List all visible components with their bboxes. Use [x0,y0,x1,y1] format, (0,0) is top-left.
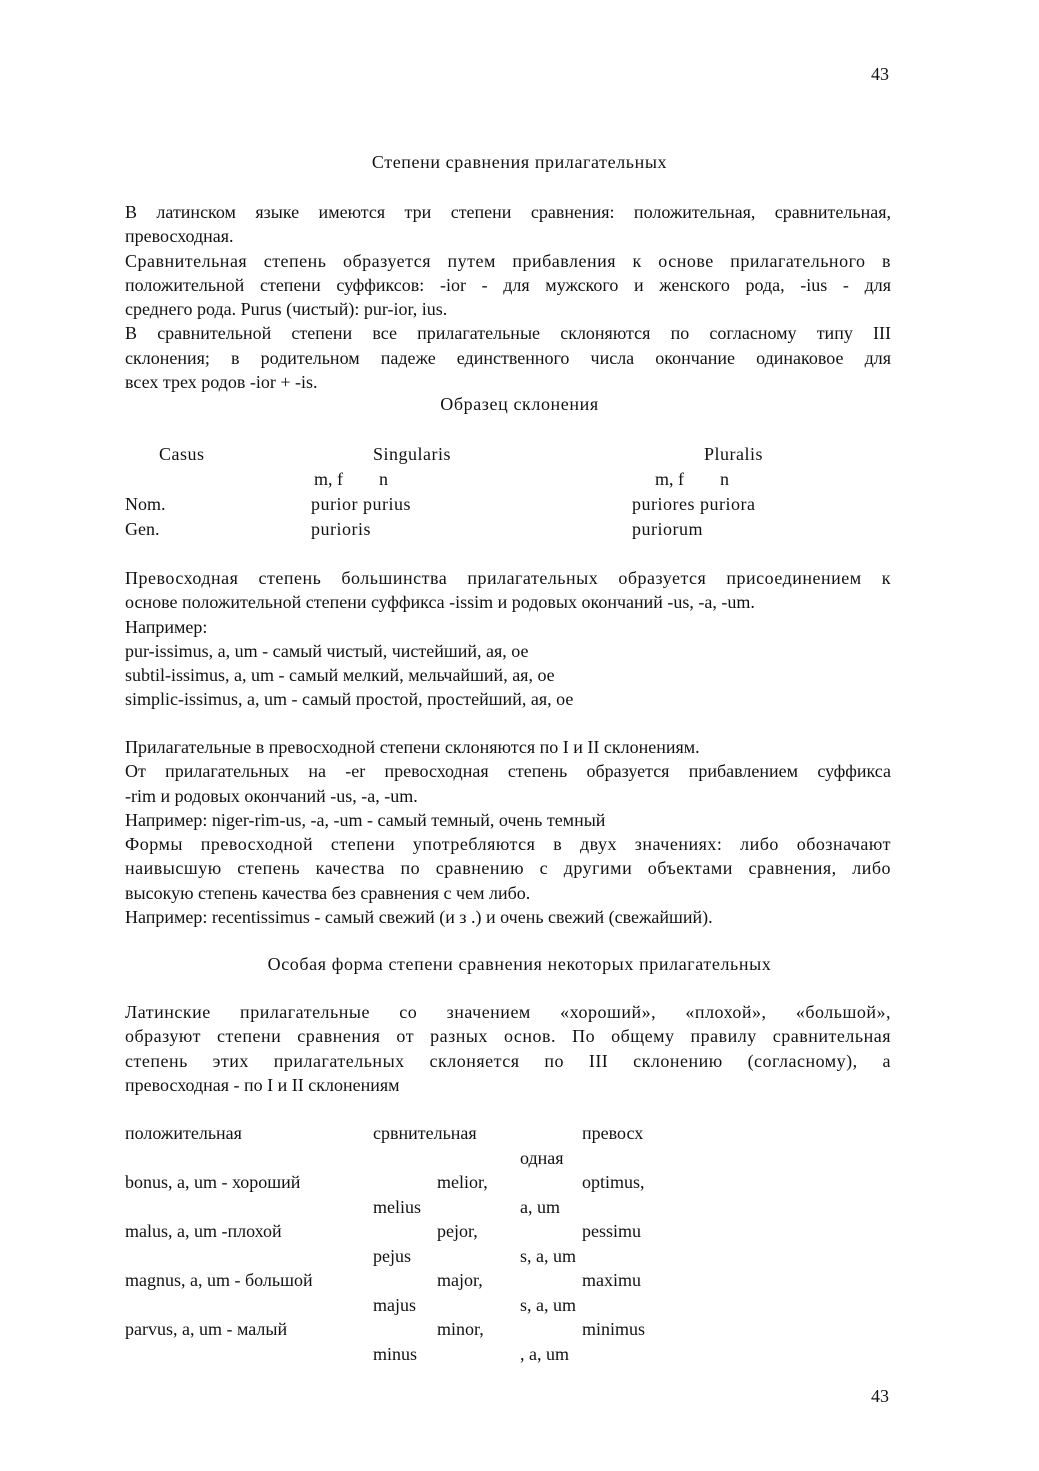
plural-form: puriorum [632,519,703,539]
text-line: превосходная. [125,226,234,247]
text-line: степень этих прилагательных склоняется по III склонению (согласному), а [125,1050,891,1071]
singular-form: purioris [311,519,371,539]
text-line: склонения; в родительном падеже единственного числа окончание одинаковое для [125,347,891,368]
casus-header: Casus [159,444,205,464]
comparative-form-cont: majus [373,1295,416,1315]
sample-heading: Образец склонения [440,394,599,414]
special-heading: Особая форма степени сравнения некоторых прилагательных [267,954,772,974]
comparative-form-cont: pejus [373,1246,411,1266]
superlative-form-cont: , a, um [520,1344,569,1364]
plural-genders: m, f n [655,469,729,489]
text-line: Например: niger-rim-us, -a, -um - самый темный, очень темный [125,809,606,830]
singularis-header: Singularis [373,444,452,464]
positive-form: bonus, a, um - хороший [125,1172,301,1192]
text-line: -rim и родовых окончаний -us, -a, -um. [125,785,418,806]
text-line: основе положительной степени суффикса -issim и родовых окончаний -us, -a, -um. [125,592,755,613]
positive-form: malus, a, um -плохой [125,1221,282,1241]
text-line: Например: [125,616,208,637]
section-title: Степени сравнения прилагательных [371,152,668,172]
page-number-top: 43 [871,64,889,84]
comparative-form-cont: minus [373,1344,418,1364]
positive-header: положительная [125,1123,242,1143]
text-line: всех трех родов -ior + -is. [125,372,318,393]
singular-form: purior purius [311,494,411,514]
text-line: В сравнительной степени все прилагательные склоняются по согласному типу III [125,323,891,344]
plural-form: puriores puriora [632,494,756,514]
page-number-bottom: 43 [871,1386,889,1406]
text-line: наивысшую степень качества по сравнению с другими объектами сравнения, либо [125,858,891,879]
text-line: От прилагательных на -er превосходная степень образуется прибавлением суффикса [125,761,891,782]
text-line: среднего рода. Purus (чистый): pur-ior, ius. [125,299,448,320]
special-paragraph [125,1000,891,1097]
pluralis-header: Pluralis [704,444,764,464]
superlative-form: maximu [582,1270,641,1290]
example-line: simplic-issimus, a, um - самый простой, простейший, ая, ое [125,689,574,710]
text-line: Например: recentissimus - самый свежий (и з .) и очень свежий (свежайший). [125,907,713,928]
superlative-header-cont: одная [520,1148,564,1168]
comparative-form: melior, [437,1172,488,1192]
comparative-form: minor, [437,1319,484,1339]
superlative-form: minimus [582,1319,646,1339]
text-line: Формы превосходной степени употребляются в двух значениях: либо обозначают [125,834,891,855]
text-line: Сравнительная степень образуется путем прибавления к основе прилагательного в [125,250,891,271]
text-line: превосходная - по I и II склонениям [125,1074,400,1095]
example-line: subtil-issimus, a, um - самый мелкий, мельчайший, ая, ое [125,665,555,686]
superlative-form: optimus, [582,1172,645,1192]
text-line: Прилагательные в превосходной степени склоняются по I и II склонениям. [125,737,700,757]
comparative-header: срвнительная [373,1123,477,1143]
comparative-form: pejor, [437,1221,478,1241]
example-line: pur-issimus, a, um - самый чистый, чистейший, ая, ое [125,640,529,661]
superlative-form-cont: s, a, um [520,1295,576,1315]
text-line: Латинские прилагательные со значением «хороший», «плохой», «большой», [125,1002,891,1022]
usage-paragraph [125,735,891,929]
text-line: образуют степени сравнения от разных основ. По общему правилу сравнительная [125,1026,891,1047]
text-line: Превосходная степень большинства прилагательных образуется присоединением к [125,568,891,588]
case-label: Gen. [125,519,160,539]
text-line: положительной степени суффиксов: -ior - для мужского и женского рода, -ius - для [125,274,891,295]
positive-form: magnus, a, um - большой [125,1270,313,1290]
case-label: Nom. [125,494,166,514]
superlative-paragraph [125,566,891,712]
comparative-form: major, [437,1270,483,1290]
text-line: В латинском языке имеются три степени сравнения: положительная, сравнительная, [125,202,891,222]
singular-genders: m, f n [314,469,388,489]
intro-paragraph [125,200,891,394]
superlative-form: pessimu [582,1221,642,1241]
comparative-form-cont: melius [373,1197,421,1217]
superlative-form-cont: a, um [520,1197,560,1217]
superlative-header: превосх [582,1123,644,1143]
superlative-form-cont: s, a, um [520,1246,576,1266]
positive-form: parvus, a, um - малый [125,1319,288,1339]
text-line: высокую степень качества без сравнения с чем либо. [125,882,531,903]
